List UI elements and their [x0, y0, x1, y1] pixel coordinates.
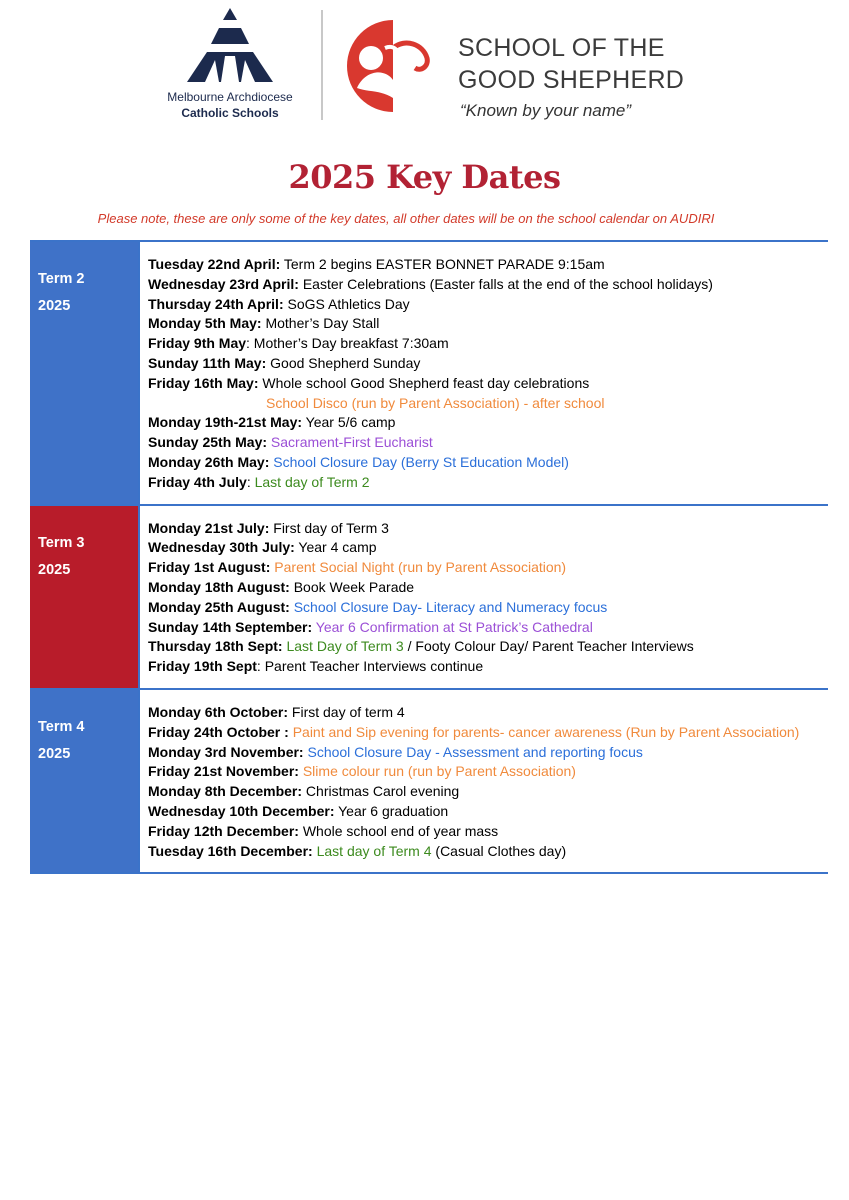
event-date: Sunday 14th September: — [148, 618, 313, 635]
event-item — [148, 433, 828, 453]
event-item — [148, 782, 828, 802]
event-item — [148, 334, 828, 354]
event-item — [148, 295, 828, 315]
event-description: Year 6 Confirmation at St Patrick’s Cathedral — [312, 618, 593, 635]
event-date: Friday 24th October : — [148, 723, 289, 740]
term-year: 2025 — [38, 298, 71, 314]
event-description: Whole school Good Shepherd feast day celebrations — [258, 374, 590, 391]
term-label: Term 3 — [38, 534, 85, 551]
page-title: 2025 Key Dates — [288, 158, 561, 196]
event-date: Wednesday 23rd April: — [148, 275, 299, 292]
event-description: School Closure Day - Assessment and reporting focus — [303, 743, 643, 760]
event-description: Year 6 graduation — [334, 802, 449, 819]
event-description: Easter Celebrations (Easter falls at the end of the school holidays) — [298, 275, 713, 292]
event-date: Tuesday 16th December: — [148, 842, 313, 859]
term-year: 2025 — [38, 745, 71, 762]
event-date: Wednesday 30th July: — [148, 539, 295, 556]
event-description: Slime colour run (run by Parent Association) — [298, 763, 576, 780]
event-date: Sunday 25th May: — [148, 434, 268, 451]
event-item — [148, 255, 828, 275]
event-date: Friday 16th May: — [148, 374, 259, 391]
event-item — [148, 538, 828, 558]
event-description: School Closure Day (Berry St Education Model) — [269, 453, 569, 470]
school-name-line1: SCHOOL OF THE — [458, 34, 665, 62]
event-item — [148, 703, 828, 723]
event-item — [148, 598, 828, 618]
event-description: School Closure Day- Literacy and Numeracy focus — [289, 598, 608, 615]
event-description: Term 2 begins EASTER BONNET PARADE 9:15am — [280, 256, 605, 272]
event-item — [148, 842, 828, 862]
event-item — [148, 275, 828, 295]
macs-logo — [150, 8, 310, 128]
event-description: Last Day of Term 3 — [286, 638, 404, 655]
event-item — [148, 519, 828, 539]
event-item — [148, 618, 828, 638]
event-date: Wednesday 10th December: — [148, 802, 335, 819]
event-description: Book Week Parade — [289, 578, 415, 595]
event-description: Paint and Sip evening for parents- cancer awareness (Run by Parent Association) — [288, 723, 800, 740]
event-description: Sacrament-First Eucharist — [267, 434, 433, 451]
event-date: Friday 19th Sept — [148, 658, 257, 675]
event-date: Sunday 11th May: — [148, 354, 267, 371]
term-events — [138, 242, 828, 504]
calendar-note: Please note, these are only some of the key dates, all other dates will be on the school calendar on AUDIRI — [97, 211, 715, 226]
page-header — [0, 0, 849, 130]
event-description: Christmas Carol evening — [302, 783, 460, 800]
term-row — [30, 240, 828, 506]
event-date: Monday 5th May: — [148, 315, 262, 332]
shepherd-logo-icon — [345, 18, 435, 114]
event-date: Monday 21st July: — [148, 519, 270, 536]
term-events — [138, 506, 828, 688]
event-date: Friday 9th May — [148, 335, 247, 352]
event-item — [148, 743, 828, 763]
event-description: Last day of Term 2 — [254, 473, 370, 490]
term-label-cell — [30, 506, 138, 688]
event-date: Monday 25th August: — [148, 598, 290, 615]
term-row — [30, 506, 828, 690]
term-events — [138, 690, 828, 872]
event-item — [148, 558, 828, 578]
event-description: Year 5/6 camp — [302, 414, 396, 431]
event-description: (Casual Clothes day) — [431, 842, 567, 859]
event-description: Parent Social Night (run by Parent Association) — [270, 559, 567, 576]
event-date: Friday 1st August: — [148, 559, 271, 576]
event-item — [148, 578, 828, 598]
event-item — [148, 762, 828, 782]
event-description: : Parent Teacher Interviews continue — [256, 658, 484, 675]
event-description: Year 4 camp — [294, 539, 377, 556]
event-description: Mother’s Day Stall — [261, 315, 380, 332]
event-date: Friday 4th July — [148, 473, 247, 490]
org-line2: Catholic Schools — [181, 106, 279, 120]
event-item — [148, 637, 828, 657]
term-label: Term 4 — [38, 718, 85, 735]
event-item — [148, 802, 828, 822]
event-description: Last day of Term 4 — [316, 842, 432, 859]
event-description: / Footy Colour Day/ Parent Teacher Interviews — [403, 638, 694, 655]
event-date: Monday 26th May: — [148, 453, 270, 470]
event-description: First day of term 4 — [288, 703, 405, 720]
event-description: : — [246, 473, 255, 490]
event-description: School Disco (run by Parent Association) - after school — [266, 394, 605, 411]
event-item — [148, 394, 828, 414]
school-name-line2: GOOD SHEPHERD — [458, 66, 685, 94]
term-label: Term 2 — [38, 271, 85, 287]
event-description: : Mother’s Day breakfast 7:30am — [246, 335, 449, 352]
event-item — [148, 374, 828, 394]
event-item — [148, 473, 828, 493]
event-date: Monday 3rd November: — [148, 743, 304, 760]
event-date: Thursday 24th April: — [148, 295, 284, 312]
event-item — [148, 413, 828, 433]
event-item — [148, 822, 828, 842]
event-date: Tuesday 22nd April: — [148, 256, 281, 272]
org-line1: Melbourne Archdiocese — [167, 90, 293, 104]
event-date: Monday 8th December: — [148, 783, 303, 800]
event-item — [148, 723, 828, 743]
event-date: Monday 19th-21st May: — [148, 414, 303, 431]
event-item — [148, 657, 828, 677]
term-year: 2025 — [38, 561, 71, 578]
event-description: SoGS Athletics Day — [283, 295, 410, 312]
key-dates-table — [30, 240, 828, 874]
event-description: Whole school end of year mass — [298, 822, 499, 839]
school-tagline: “Known by your name” — [460, 101, 632, 120]
event-description: First day of Term 3 — [269, 519, 389, 536]
event-item — [148, 453, 828, 473]
term-label-cell — [30, 242, 138, 504]
event-date: Friday 21st November: — [148, 763, 299, 780]
term-label-cell — [30, 690, 138, 872]
event-date: Monday 6th October: — [148, 703, 289, 720]
event-description: Good Shepherd Sunday — [266, 354, 421, 371]
event-item — [148, 354, 828, 374]
event-date: Friday 12th December: — [148, 822, 299, 839]
macs-mitre-icon — [185, 8, 275, 86]
header-divider — [321, 10, 323, 120]
term-row — [30, 690, 828, 874]
event-date: Monday 18th August: — [148, 578, 290, 595]
event-item — [148, 314, 828, 334]
event-date: Thursday 18th Sept: — [148, 638, 283, 655]
